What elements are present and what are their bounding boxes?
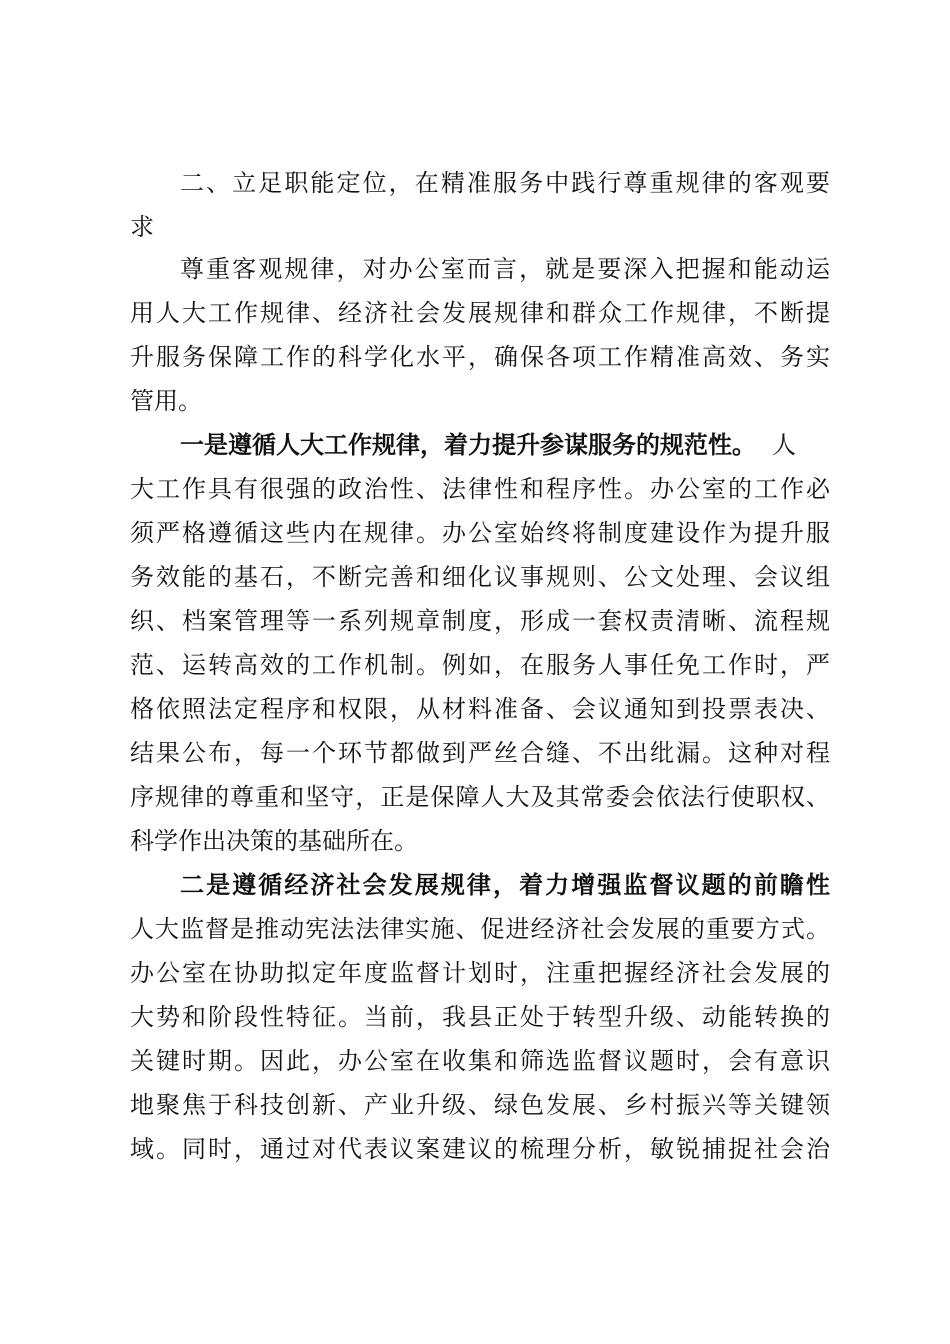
paragraph-1-line-1: 尊重客观规律，对办公室而言，就是要深入把握和能动运 — [180, 255, 830, 283]
paragraph-1-line-3: 升服务保障工作的科学化水平，确保各项工作精准高效、务实 — [130, 343, 830, 371]
paragraph-3-line-4: 大势和阶段性特征。当前，我县正处于转型升级、动能转换的 — [130, 1003, 830, 1031]
paragraph-2-line-8: 结果公布，每一个环节都做到严丝合缝、不出纰漏。这种对程 — [130, 739, 830, 767]
section-heading-line-1: 二、立足职能定位，在精准服务中践行尊重规律的客观要 — [180, 169, 830, 197]
paragraph-2-line-10: 科学作出决策的基础所在。 — [130, 827, 418, 855]
paragraph-2-line-4: 务效能的基石，不断完善和细化议事规则、公文处理、会议组 — [130, 563, 830, 591]
paragraph-2-bold-lead: 一是遵循人大工作规律，着力提升参谋服务的规范性。 — [180, 430, 756, 459]
paragraph-2-line-1 — [180, 430, 830, 460]
paragraph-3-bold-lead: 二是遵循经济社会发展规律，着力增强监督议题的前瞻性 — [180, 870, 830, 899]
paragraph-3-line-7: 域。同时，通过对代表议案建议的梳理分析，敏锐捕捉社会治 — [130, 1135, 830, 1163]
paragraph-3-line-3: 办公室在协助拟定年度监督计划时，注重把握经济社会发展的 — [130, 959, 830, 987]
paragraph-2-line-2: 大工作具有很强的政治性、法律性和程序性。办公室的工作必 — [130, 475, 830, 503]
paragraph-2-line-6: 范、运转高效的工作机制。例如，在服务人事任免工作时，严 — [130, 651, 830, 679]
paragraph-2-line-5: 织、档案管理等一系列规章制度，形成一套权责清晰、流程规 — [130, 607, 830, 635]
paragraph-3-line-2: 人大监督是推动宪法法律实施、促进经济社会发展的重要方式。 — [130, 915, 830, 943]
paragraph-2-line-7: 格依照法定程序和权限，从材料准备、会议通知到投票表决、 — [130, 695, 830, 723]
paragraph-2-line-9: 序规律的尊重和坚守，正是保障人大及其常委会依法行使职权、 — [130, 783, 830, 811]
paragraph-2-line-3: 须严格遵循这些内在规律。办公室始终将制度建设作为提升服 — [130, 519, 830, 547]
section-heading-line-2: 求 — [130, 213, 154, 241]
paragraph-2-line-1-rest: 人 — [772, 431, 796, 459]
paragraph-3-line-6: 地聚焦于科技创新、产业升级、绿色发展、乡村振兴等关键领 — [130, 1091, 830, 1119]
paragraph-3-line-5: 关键时期。因此，办公室在收集和筛选监督议题时，会有意识 — [130, 1047, 830, 1075]
paragraph-1-line-2: 用人大工作规律、经济社会发展规律和群众工作规律，不断提 — [130, 299, 830, 327]
paragraph-1-line-4: 管用。 — [130, 387, 202, 415]
